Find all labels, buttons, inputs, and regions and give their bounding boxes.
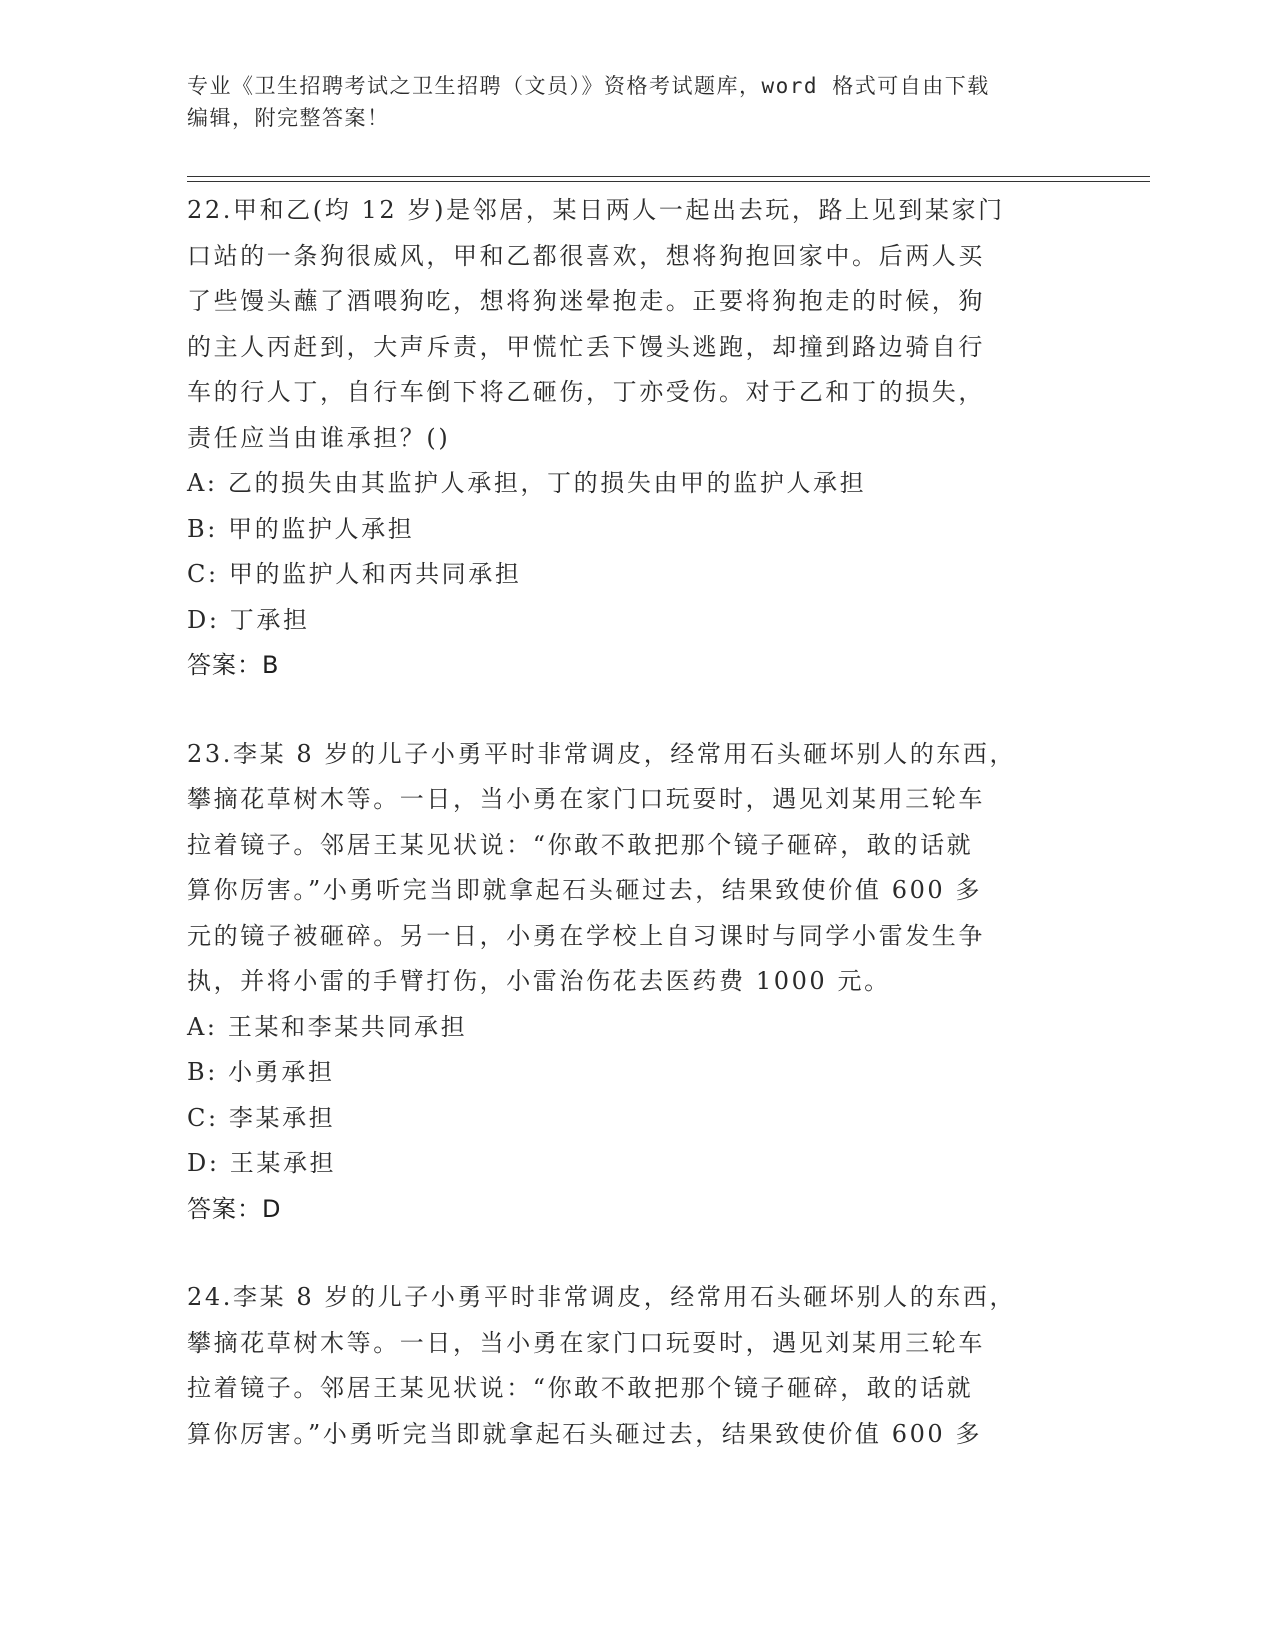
question-23-option-b: B: 小勇承担 <box>187 1058 335 1086</box>
header-rule-bottom <box>187 181 1150 182</box>
header-line-1: 专业《卫生招聘考试之卫生招聘（文员）》资格考试题库，word 格式可自由下载 <box>187 74 990 98</box>
question-23-option-d: D: 王某承担 <box>187 1149 337 1177</box>
question-24-line-1: 24.李某 8 岁的儿子小勇平时非常调皮，经常用石头砸坏别人的东西， <box>187 1283 1017 1311</box>
question-23-option-c: C: 李某承担 <box>187 1103 336 1132</box>
page-header <box>187 70 1067 134</box>
question-23 <box>187 732 1067 1233</box>
question-list <box>187 188 1067 1457</box>
question-22-line-4: 的主人丙赶到，大声斥责，甲慌忙丢下馒头逃跑，却撞到路边骑自行 <box>187 332 985 361</box>
question-22-line-1: 22.甲和乙(均 12 岁)是邻居，某日两人一起出去玩，路上见到某家门 <box>187 196 1005 224</box>
question-22-line-2: 口站的一条狗很威风，甲和乙都很喜欢，想将狗抱回家中。后两人买 <box>187 241 985 270</box>
question-23-line-3: 拉着镜子。邻居王某见状说：“你敢不敢把那个镜子砸碎，敢的话就 <box>187 830 974 859</box>
question-23-line-1: 23.李某 8 岁的儿子小勇平时非常调皮，经常用石头砸坏别人的东西， <box>187 739 1017 768</box>
question-22-line-5: 车的行人丁，自行车倒下将乙砸伤，丁亦受伤。对于乙和丁的损失， <box>187 378 985 406</box>
question-22-option-a: A: 乙的损失由其监护人承担，丁的损失由甲的监护人承担 <box>187 469 867 497</box>
question-23-line-5: 元的镜子被砸碎。另一日，小勇在学校上自习课时与同学小雷发生争 <box>187 921 985 950</box>
question-22-line-3: 了些馒头蘸了酒喂狗吃，想将狗迷晕抱走。正要将狗抱走的时候，狗 <box>187 287 985 315</box>
question-23-option-a: A: 王某和李某共同承担 <box>187 1012 468 1041</box>
question-23-answer: 答案：D <box>187 1194 282 1223</box>
header-rule-top <box>187 176 1150 177</box>
spacer <box>187 689 1067 732</box>
question-22-line-6: 责任应当由谁承担？() <box>187 423 451 452</box>
question-22-option-c: C: 甲的监护人和丙共同承担 <box>187 560 522 588</box>
question-24 <box>187 1275 1067 1457</box>
question-23-line-4: 算你厉害。”小勇听完当即就拿起石头砸过去，结果致使价值 600 多 <box>187 876 983 904</box>
spacer <box>187 1232 1067 1275</box>
question-22 <box>187 188 1067 689</box>
question-23-line-2: 攀摘花草树木等。一日，当小勇在家门口玩耍时，遇见刘某用三轮车 <box>187 785 985 813</box>
question-24-line-2: 攀摘花草树木等。一日，当小勇在家门口玩耍时，遇见刘某用三轮车 <box>187 1328 985 1357</box>
question-24-line-3: 拉着镜子。邻居王某见状说：“你敢不敢把那个镜子砸碎，敢的话就 <box>187 1374 974 1402</box>
question-24-line-4: 算你厉害。”小勇听完当即就拿起石头砸过去，结果致使价值 600 多 <box>187 1419 983 1448</box>
header-line-2: 编辑，附完整答案！ <box>187 106 390 130</box>
question-23-line-6: 执，并将小雷的手臂打伤，小雷治伤花去医药费 1000 元。 <box>187 967 891 995</box>
question-22-answer: 答案：B <box>187 651 280 679</box>
question-22-option-d: D: 丁承担 <box>187 605 310 634</box>
question-22-option-b: B: 甲的监护人承担 <box>187 514 415 543</box>
